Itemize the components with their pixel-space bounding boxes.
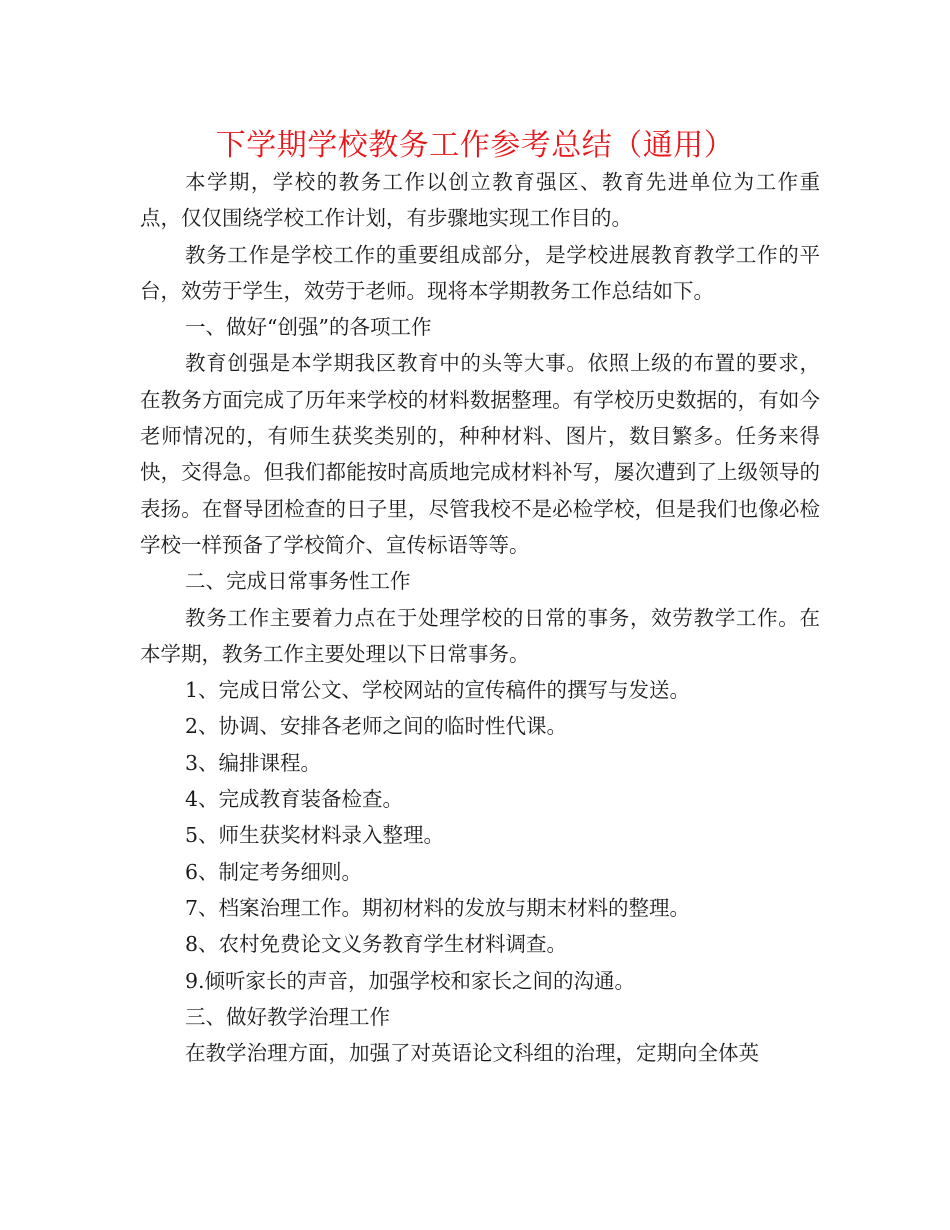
list-item: 1、完成日常公文、学校网站的宣传稿件的撰写与发送。	[185, 678, 691, 703]
list-item: 7、档案治理工作。期初材料的发放与期末材料的整理。	[185, 895, 691, 920]
list-item: 4、完成教育装备检查。	[185, 787, 404, 812]
section-heading-2: 二、完成日常事务性工作	[185, 569, 411, 594]
paragraph-section-1: 教育创强是本学期我区教育中的头等大事。依照上级的布置的要求，在教务方面完成了历年来学校的材料数据整理。有学校历史数据的，有如今老师情况的，有师生获奖类别的，种种材料、图片，数目繁多。任务来得快，交得急。但我们都能按时高质地完成材料补写，屡次遭到了上级领导的表扬。在督导团检查的日子里，尽管我校不是必检学校，但是我们也像必检学校一样预备了学校简介、宣传标语等等。	[140, 351, 820, 557]
list-item: 3、编排课程。	[185, 750, 322, 775]
list-item: 5、师生获奖材料录入整理。	[185, 823, 445, 848]
list-item: 2、协调、安排各老师之间的临时性代课。	[185, 714, 568, 739]
paragraph-overview: 教务工作是学校工作的重要组成部分，是学校进展教育教学工作的平台，效劳于学生，效劳于老师。现将本学期教务工作总结如下。	[140, 242, 820, 303]
paragraph-intro: 本学期，学校的教务工作以创立教育强区、教育先进单位为工作重点，仅仅围绕学校工作计划，有步骤地实现工作目的。	[140, 170, 820, 231]
section-heading-1: 一、做好“创强”的各项工作	[185, 315, 432, 340]
section-heading-3: 三、做好教学治理工作	[185, 1004, 390, 1029]
document-title: 下学期学校教务工作参考总结（通用）	[215, 128, 735, 163]
document-body	[140, 164, 820, 1071]
paragraph-section-3: 在教学治理方面，加强了对英语论文科组的治理，定期向全体英	[185, 1041, 759, 1066]
list-item: 8、农村免费论文义务教育学生材料调查。	[185, 932, 568, 957]
list-item: 6、制定考务细则。	[185, 859, 363, 884]
list-item: 9.倾听家长的声音，加强学校和家长之间的沟通。	[185, 968, 636, 993]
paragraph-section-2: 教务工作主要着力点在于处理学校的日常的事务，效劳教学工作。在本学期，教务工作主要处理以下日常事务。	[140, 605, 820, 666]
